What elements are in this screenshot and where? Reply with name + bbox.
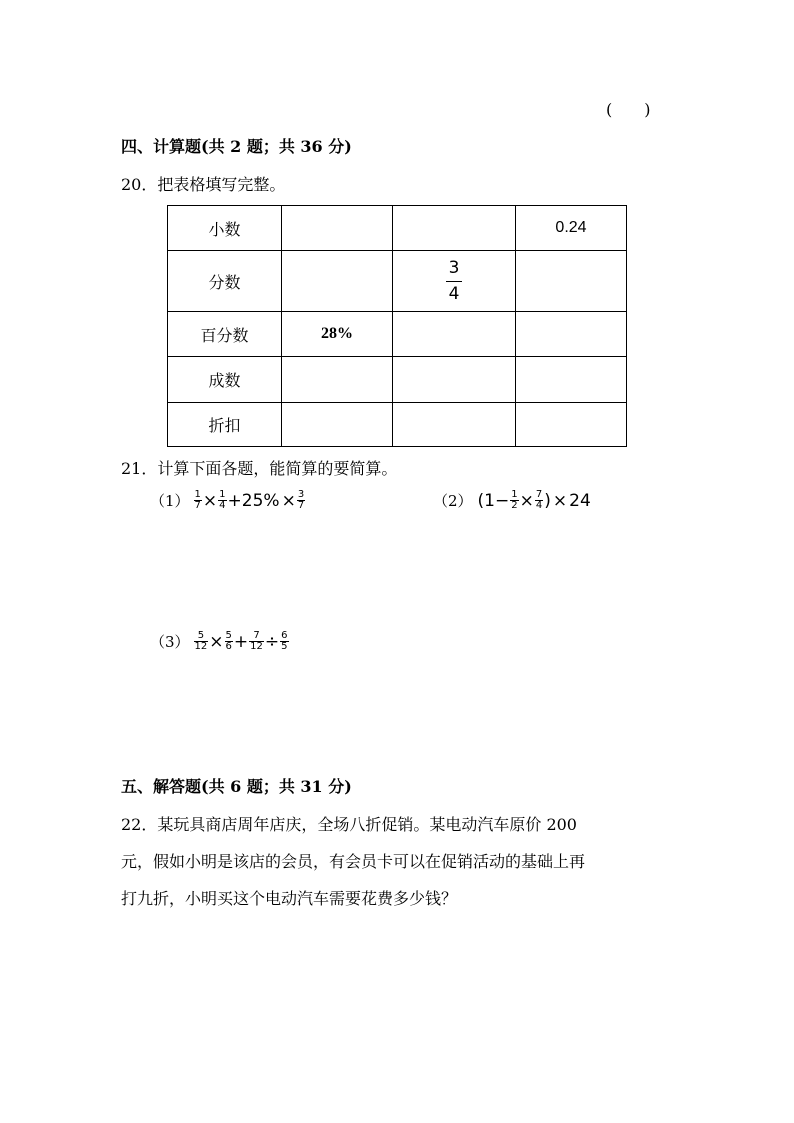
fraction — [535, 490, 543, 511]
fraction-numerator: 5 — [197, 630, 205, 641]
fraction — [194, 631, 209, 652]
times-sign: × — [552, 490, 568, 511]
table-cell[interactable] — [282, 357, 393, 403]
fraction — [194, 490, 202, 511]
table-cell[interactable] — [393, 403, 516, 447]
problem-2-label: （2） — [433, 492, 473, 510]
fraction — [249, 631, 264, 652]
times-sign: × — [519, 490, 534, 511]
table-cell[interactable] — [393, 357, 516, 403]
fraction-denominator: 6 — [225, 641, 232, 652]
table-cell-fraction-value — [393, 251, 516, 312]
problem-1-expression — [150, 490, 305, 511]
table-row — [168, 206, 627, 251]
fraction-denominator: 7 — [297, 500, 305, 511]
table-row — [168, 403, 627, 447]
fraction-numerator: 3 — [448, 257, 460, 278]
row-label-discount: 折扣 — [168, 403, 282, 447]
number-24: 24 — [569, 490, 591, 511]
table-cell[interactable] — [282, 403, 393, 447]
fraction-three-quarters — [446, 257, 462, 304]
table-cell[interactable] — [516, 357, 627, 403]
fraction — [297, 490, 305, 511]
fraction-numerator: 1 — [194, 489, 201, 500]
table-cell[interactable] — [516, 403, 627, 447]
fraction-denominator: 12 — [250, 641, 263, 652]
times-sign: × — [209, 631, 224, 652]
fraction — [218, 490, 226, 511]
table-cell[interactable] — [393, 206, 516, 251]
table-cell[interactable] — [516, 312, 627, 357]
fraction — [510, 490, 518, 511]
problem-1-label: （1） — [150, 492, 190, 510]
section-4-title: 四、计算题(共 2 题；共 36 分) — [121, 137, 352, 156]
fraction-denominator: 4 — [446, 281, 462, 303]
divide-sign: ÷ — [264, 631, 280, 652]
fraction-numerator: 6 — [281, 630, 288, 641]
section-5-title: 五、解答题(共 6 题；共 31 分) — [121, 777, 352, 796]
fraction-numerator: 3 — [297, 489, 305, 500]
fraction-denominator: 2 — [511, 500, 518, 511]
table-cell-percent-value: 28% — [282, 312, 393, 357]
plus-percent-term: +25% — [227, 490, 280, 511]
row-label-percent: 百分数 — [168, 312, 282, 357]
question-20-stem: 20．把表格填写完整。 — [121, 175, 286, 194]
table-cell[interactable] — [282, 206, 393, 251]
fraction-denominator: 5 — [281, 641, 288, 652]
row-label-cheng: 成数 — [168, 357, 282, 403]
fraction-numerator: 7 — [253, 630, 260, 641]
row-label-fraction: 分数 — [168, 251, 282, 312]
close-paren: ) — [544, 490, 551, 511]
table-cell-decimal-value: 0.24 — [516, 206, 627, 251]
table-cell[interactable] — [516, 251, 627, 312]
table-cell[interactable] — [393, 312, 516, 357]
answer-parenthesis: ( ) — [606, 100, 651, 119]
table-row — [168, 357, 627, 403]
plus-sign: + — [233, 631, 249, 652]
row-label-decimal: 小数 — [168, 206, 282, 251]
table-row — [168, 312, 627, 357]
question-22-line-3: 打九折，小明买这个电动汽车需要花费多少钱？ — [121, 889, 458, 908]
fraction — [225, 631, 233, 652]
question-22-line-2: 元，假如小明是该店的会员，有会员卡可以在促销活动的基础上再 — [121, 852, 586, 871]
fraction-denominator: 4 — [219, 500, 226, 511]
fraction-numerator: 1 — [511, 489, 518, 500]
times-sign: × — [202, 490, 218, 511]
conversion-table — [167, 205, 627, 447]
question-21-stem: 21．计算下面各题，能简算的要简算。 — [121, 459, 398, 478]
fraction-numerator: 7 — [535, 489, 543, 500]
fraction-denominator: 4 — [535, 500, 543, 511]
problem-3-expression — [150, 631, 289, 652]
problem-2-expression — [433, 490, 592, 511]
times-sign: × — [281, 490, 296, 511]
table-row — [168, 251, 627, 312]
fraction-numerator: 1 — [219, 489, 226, 500]
question-22-line-1: 22．某玩具商店周年店庆，全场八折促销。某电动汽车原价 200 — [121, 815, 577, 834]
table-cell[interactable] — [282, 251, 393, 312]
fraction-denominator: 7 — [194, 500, 201, 511]
fraction-denominator: 12 — [194, 641, 208, 652]
problem-3-label: （3） — [150, 633, 190, 651]
open-paren-term: (1− — [477, 490, 510, 511]
fraction — [280, 631, 288, 652]
fraction-numerator: 5 — [225, 630, 232, 641]
